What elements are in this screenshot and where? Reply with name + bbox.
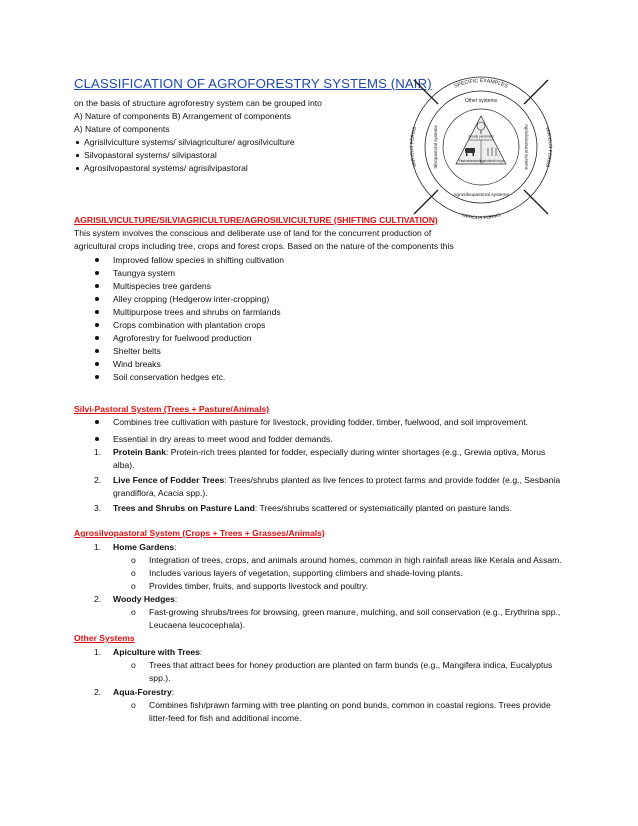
bullet — [95, 323, 99, 327]
bullet — [76, 154, 79, 157]
item-colon: : — [199, 647, 203, 657]
numbered-item-cont: grandiflora, Acacia spp.). — [113, 488, 208, 498]
bullet — [95, 271, 99, 275]
item-colon: : — [174, 594, 178, 604]
label-various-forms-bottom: VARIOUS FORMS — [460, 213, 502, 222]
bullet — [95, 437, 99, 441]
circle-bullet: o — [131, 607, 136, 617]
sub-item: Includes various layers of vegetation, supporting climbers and shade-loving plants. — [149, 568, 463, 578]
sub-item: Fast-growing shrubs/trees for browsing, green manure, mulching, and soil conservation (e.g., Erythrina spp., — [149, 607, 561, 617]
label-various-forms-left: VARIOUS FORMS — [410, 126, 419, 168]
arrow-line — [414, 80, 438, 104]
numbered-item — [113, 474, 560, 486]
bullet — [76, 167, 79, 170]
label-agrisilvicultural: Agrisilvicultural systems — [524, 124, 529, 170]
list-item: Wind breaks — [113, 359, 161, 369]
bullet — [95, 375, 99, 379]
sub-item-cont: Leucaena leucocephala). — [149, 620, 246, 630]
numbered-item — [113, 541, 177, 553]
circle-bullet: o — [131, 555, 136, 565]
circle-bullet: o — [131, 660, 136, 670]
list-item: Combines tree cultivation with pasture for livestock, providing fodder, timber, fuelwood, and soil improvement. — [113, 417, 529, 427]
list-number: 2. — [94, 594, 102, 604]
list-item: Multipurpose trees and shrubs on farmlands — [113, 307, 281, 317]
list-item: Essential in dry areas to meet wood and fodder demands. — [113, 434, 333, 444]
label-pasture: Pasture/animals — [458, 159, 482, 163]
item-term: Live Fence of Fodder Trees — [113, 475, 225, 485]
numbered-item — [113, 646, 202, 658]
sub-item: Trees that attract bees for honey production are planted on farm bunds (e.g., Mangifera indica, Eucalyptus — [149, 660, 553, 670]
list-item: Soil conservation hedges etc. — [113, 372, 226, 382]
component-item: Agrosilvopastoral systems/ agrisilvipastoral — [84, 163, 248, 173]
item-text: : Protein-rich trees planted for fodder, especially during winter shortages (e.g., Grewia optiva, Morus — [166, 447, 546, 457]
item-term: Apiculture with Trees — [113, 647, 200, 657]
bullet — [95, 349, 99, 353]
label-agrosilvopastoral: Agrosilvopastoral systems — [453, 193, 509, 198]
classification-diagram — [406, 72, 556, 222]
svg-text:VARIOUS FORMS — [544, 126, 553, 168]
sub-item-cont: litter-feed for fish and additional income. — [149, 713, 302, 723]
list-item: Improved fallow species in shifting cultivation — [113, 255, 285, 265]
bullet — [76, 141, 79, 144]
label-woody: Woody perennials — [468, 134, 494, 139]
numbered-item — [113, 593, 177, 605]
label-silvopastoral: Silvopastoral systems — [433, 125, 438, 169]
label-various-forms-right: VARIOUS FORMS — [543, 126, 552, 168]
component-item: Agrisilviculture systems/ silviagriculture/ agrosilviculture — [84, 137, 295, 147]
intro-line-3: A) Nature of components — [74, 124, 170, 134]
bullet — [95, 362, 99, 366]
list-number: 3. — [94, 503, 102, 513]
section-heading-agrosilvopastoral: Agrosilvopastoral System (Crops + Trees + Grasses/Animals) — [74, 528, 325, 538]
intro-line-1: on the basis of structure agroforestry system can be grouped into — [74, 98, 322, 108]
list-item: Crops combination with plantation crops — [113, 320, 266, 330]
label-other-systems: Other systems — [464, 98, 498, 104]
bullet — [95, 310, 99, 314]
numbered-item — [113, 446, 545, 458]
item-term: Protein Bank — [113, 447, 167, 457]
list-number: 2. — [94, 475, 102, 485]
section-heading-silvi-pastoral: Silvi-Pastoral System (Trees + Pasture/Animals) — [74, 404, 270, 414]
item-term: Woody Hedges — [113, 594, 175, 604]
item-colon: : — [174, 542, 177, 552]
section-heading-agrisilviculture: AGRISILVICULTURE/SILVIAGRICULTURE/AGROSILVICULTURE (SHIFTING CULTIVATION) — [74, 215, 438, 225]
item-term: Home Gardens — [113, 542, 175, 552]
list-item: Shelter belts — [113, 346, 161, 356]
svg-text:VARIOUS FORMS — [461, 212, 502, 221]
bullet — [95, 297, 99, 301]
circle-bullet: o — [131, 700, 136, 710]
list-number: 1. — [94, 447, 102, 457]
circle-bullet: o — [131, 581, 136, 591]
label-agricultural: Agricultural crops — [479, 159, 505, 163]
arrow-line — [524, 190, 548, 214]
component-item: Silvopastoral systems/ silvipastoral — [84, 150, 217, 160]
page-title: CLASSIFICATION OF AGROFORESTRY SYSTEMS (NAIR) — [74, 76, 432, 91]
bullet — [95, 420, 99, 424]
arrow-line — [414, 190, 438, 214]
label-specific-examples: SPECIFIC EXAMPLES — [453, 78, 509, 90]
intro-line-2: A) Nature of components B) Arrangement of components — [74, 111, 291, 121]
numbered-item — [113, 686, 174, 698]
paragraph-line: agricultural crops including tree, crops and forest crops. Based on the nature of the components this — [74, 241, 454, 251]
list-number: 1. — [94, 542, 102, 552]
sub-item-cont: spp.). — [149, 673, 171, 683]
bullet — [95, 336, 99, 340]
sub-item: Integration of trees, crops, and animals around homes, common in high rainfall areas like Kerala and Assam. — [149, 555, 562, 565]
item-text: : Trees/shrubs scattered or systematically planted on pasture lands. — [254, 503, 512, 513]
list-item: Multispecies tree gardens — [113, 281, 211, 291]
sub-item: Combines fish/prawn farming with tree planting on pond bunds, common in coastal regions. Trees provide — [149, 700, 551, 710]
item-term: Trees and Shrubs on Pasture Land — [113, 503, 255, 513]
svg-text:VARIOUS FORMS — [409, 126, 418, 168]
bullet — [95, 258, 99, 262]
sub-item: Provides timber, fruits, and supports livestock and poultry. — [149, 581, 369, 591]
paragraph-line: This system involves the conscious and deliberate use of land for the concurrent production of — [74, 228, 432, 238]
numbered-item-cont: alba). — [113, 460, 135, 470]
list-item: Agroforestry for fuelwood production — [113, 333, 252, 343]
arrow-line — [524, 80, 548, 104]
item-colon: : — [171, 687, 175, 697]
list-item: Taungya system — [113, 268, 176, 278]
list-item: Alley cropping (Hedgerow inter-cropping) — [113, 294, 270, 304]
section-heading-other-systems: Other Systems — [74, 633, 135, 643]
list-number: 2. — [94, 687, 102, 697]
list-number: 1. — [94, 647, 102, 657]
numbered-item — [113, 502, 512, 514]
bullet — [95, 284, 99, 288]
circle-bullet: o — [131, 568, 136, 578]
item-text: : Trees/shrubs planted as live fences to protect farms and provide fodder (e.g., Sesbania — [224, 475, 561, 485]
item-term: Aqua-Forestry — [113, 687, 172, 697]
